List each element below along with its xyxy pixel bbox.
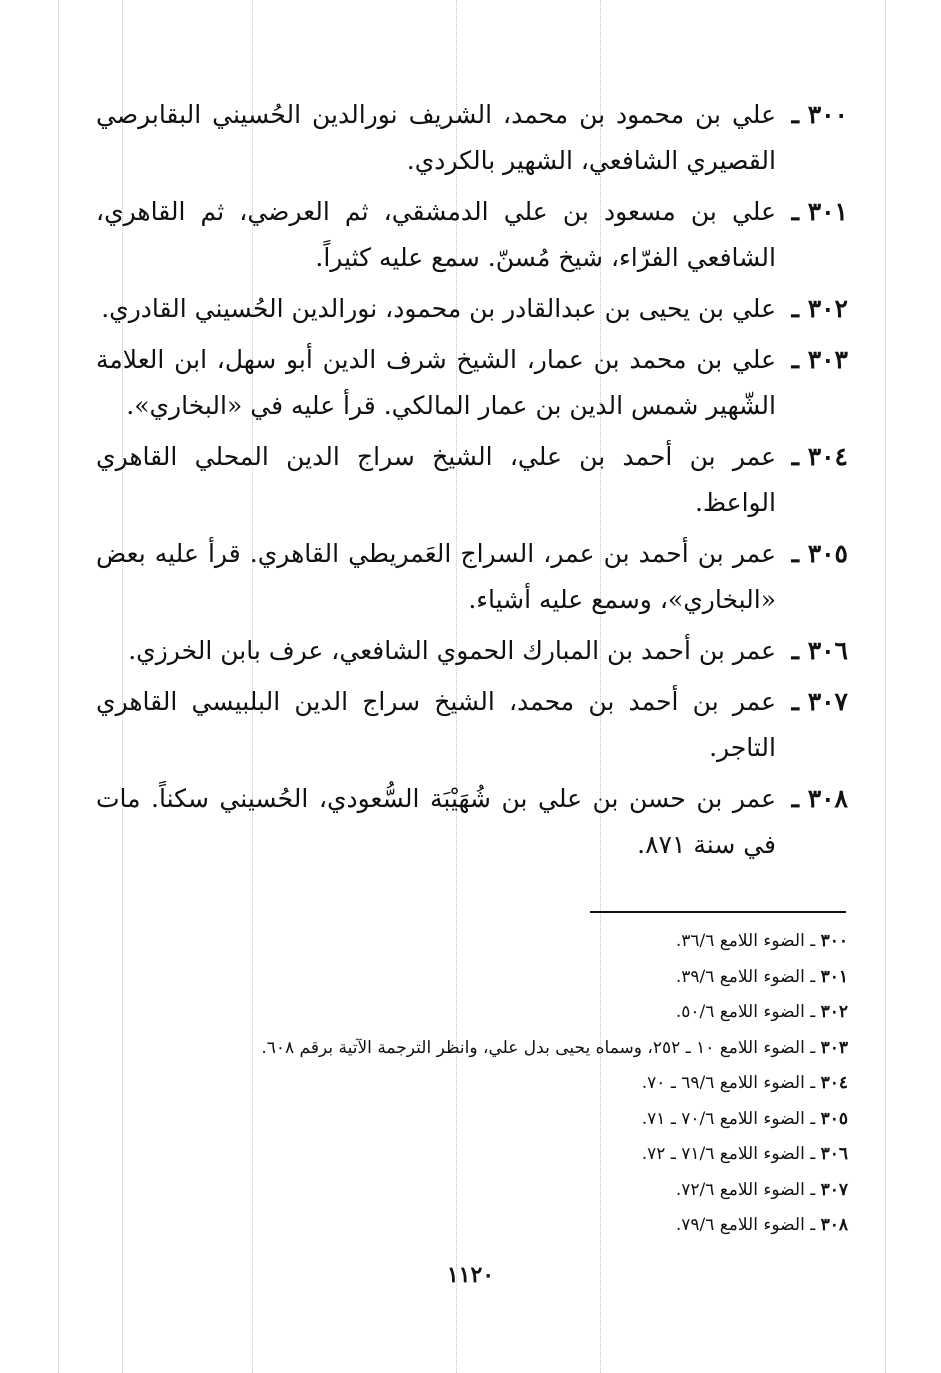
entry-308 bbox=[96, 776, 848, 868]
entry-301 bbox=[96, 189, 848, 281]
entry-number: ٣٠٢ ـ bbox=[791, 294, 848, 323]
entry-number: ٣٠٤ ـ bbox=[791, 442, 848, 471]
scan-line bbox=[58, 0, 59, 1373]
footnote-separator bbox=[590, 911, 846, 913]
entry-text: علي بن يحيى بن عبدالقادر بن محمود، نورالدين الحُسيني القادري. bbox=[101, 294, 776, 323]
scan-line bbox=[885, 0, 886, 1373]
footnote-303: ٣٠٣ ـ الضوء اللامع ١٠ ـ ٢٥٢، وسماه يحيى بدل علي، وانظر الترجمة الآتية برقم ٦٠٨. bbox=[261, 1037, 848, 1058]
footnote-304: ٣٠٤ ـ الضوء اللامع ٦٩/٦ ـ ٧٠. bbox=[641, 1073, 848, 1093]
entry-number: ٣٠٧ ـ bbox=[791, 687, 848, 716]
entry-305 bbox=[96, 531, 848, 623]
entry-number: ٣٠٥ ـ bbox=[791, 539, 848, 568]
footnote-302: ٣٠٢ ـ الضوء اللامع ٥٠/٦. bbox=[675, 1002, 848, 1022]
footnote-307: ٣٠٧ ـ الضوء اللامع ٧٢/٦. bbox=[675, 1179, 848, 1200]
entry-text: عمر بن أحمد بن المبارك الحموي الشافعي، عرف بابن الخرزي. bbox=[128, 636, 776, 665]
entry-number: ٣٠١ ـ bbox=[791, 197, 848, 226]
entry-300 bbox=[96, 92, 848, 184]
footnote-300: ٣٠٠ ـ الضوء اللامع ٣٦/٦. bbox=[675, 931, 848, 951]
entry-303 bbox=[96, 337, 848, 429]
entry-number: ٣٠٠ ـ bbox=[791, 100, 848, 129]
footnote-308: ٣٠٨ ـ الضوء اللامع ٧٩/٦. bbox=[675, 1215, 848, 1235]
entry-307 bbox=[96, 679, 848, 771]
footnotes bbox=[100, 924, 848, 1244]
entry-306 bbox=[96, 628, 848, 674]
biography-entries bbox=[96, 92, 848, 873]
page-number: ١١٢٠ bbox=[446, 1262, 495, 1288]
entry-number: ٣٠٦ ـ bbox=[791, 636, 848, 665]
footnote-301: ٣٠١ ـ الضوء اللامع ٣٩/٦. bbox=[675, 966, 848, 987]
entry-text: عمر بن حسن بن علي بن شُهَيْبَة السُّعودي، الحُسيني سكناً. مات في سنة ٨٧١. bbox=[96, 784, 776, 859]
entry-text: عمر بن أحمد بن محمد، الشيخ سراج الدين البلبيسي القاهري التاجر. bbox=[96, 687, 776, 762]
entry-text: علي بن محمد بن عمار، الشيخ شرف الدين أبو سهل، ابن العلامة الشّهير شمس الدين بن عمار المالكي. قرأ عليه في «البخاري». bbox=[96, 345, 776, 420]
entry-text: عمر بن أحمد بن عمر، السراج العَمريطي القاهري. قرأ عليه بعض «البخاري»، وسمع عليه أشياء. bbox=[96, 539, 776, 614]
entry-text: علي بن محمود بن محمد، الشريف نورالدين الحُسيني البقابرصي القصيري الشافعي، الشهير بالكردي. bbox=[96, 100, 776, 175]
entry-304 bbox=[96, 434, 848, 526]
entry-text: عمر بن أحمد بن علي، الشيخ سراج الدين المحلي القاهري الواعظ. bbox=[96, 442, 776, 517]
entry-302 bbox=[96, 286, 848, 332]
entry-number: ٣٠٣ ـ bbox=[791, 345, 848, 374]
entry-text: علي بن مسعود بن علي الدمشقي، ثم العرضي، ثم القاهري، الشافعي الفرّاء، شيخ مُسنّ. سمع عليه كثيراً. bbox=[96, 197, 776, 272]
entry-number: ٣٠٨ ـ bbox=[791, 784, 848, 813]
footnote-306: ٣٠٦ ـ الضوء اللامع ٧١/٦ ـ ٧٢. bbox=[641, 1144, 848, 1164]
footnote-305: ٣٠٥ ـ الضوء اللامع ٧٠/٦ ـ ٧١. bbox=[641, 1108, 848, 1129]
